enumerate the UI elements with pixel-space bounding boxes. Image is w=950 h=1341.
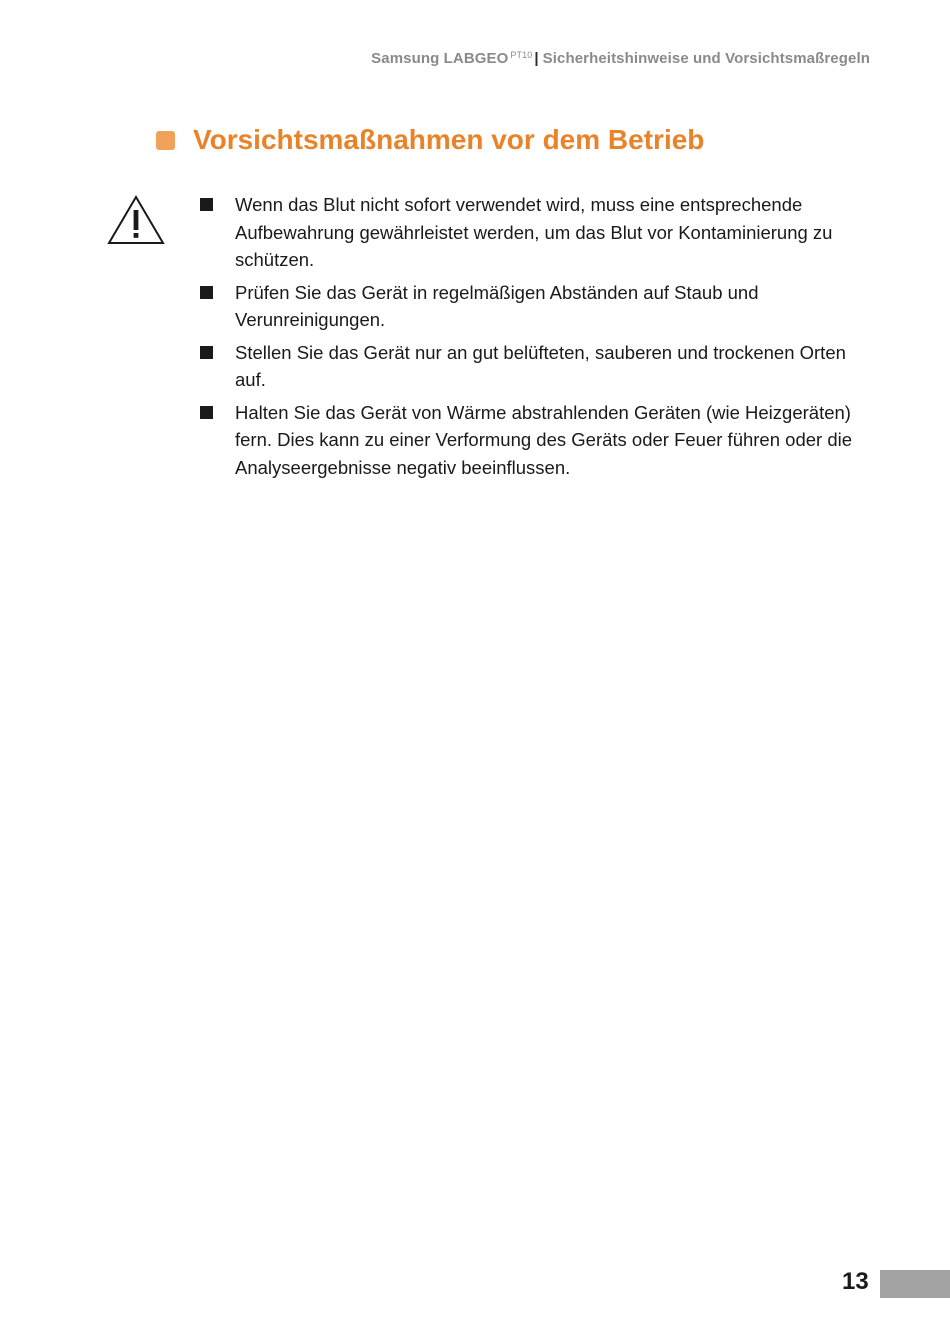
list-item-text: Wenn das Blut nicht sofort verwendet wird, muss eine entsprechende Aufbewahrung gewährleistet werden, um das Blut vor Kontaminierung zu schützen. [235, 194, 833, 270]
list-item-text: Prüfen Sie das Gerät in regelmäßigen Abständen auf Staub und Verunreinigungen. [235, 281, 759, 330]
warning-triangle-icon [106, 194, 166, 246]
section-heading [156, 124, 704, 156]
bullet-square-icon [200, 346, 213, 359]
list-item [200, 339, 880, 394]
bullet-square-icon [200, 286, 213, 299]
running-header [371, 50, 870, 67]
precaution-list [200, 191, 880, 486]
list-item [200, 399, 880, 482]
list-item [200, 191, 880, 274]
bullet-square-icon [200, 198, 213, 211]
header-product: Samsung LABGEO [371, 50, 509, 67]
heading-square-icon [156, 131, 175, 150]
header-chapter: Sicherheitshinweise und Vorsichtsmaßregeln [542, 50, 870, 67]
bullet-square-icon [200, 406, 213, 419]
page-tab [880, 1270, 950, 1298]
header-separator: | [534, 50, 539, 67]
list-item-text: Halten Sie das Gerät von Wärme abstrahlenden Geräten (wie Heizgeräten) fern. Dies kann zu einer Verformung des Geräts oder Feuer führen oder die Analyseergebnisse negativ beeinflussen. [235, 401, 853, 478]
page-number: 13 [842, 1268, 869, 1295]
header-model-superscript: PT10 [510, 50, 533, 60]
section-title: Vorsichtsmaßnahmen vor dem Betrieb [193, 124, 705, 155]
list-item-text: Stellen Sie das Gerät nur an gut belüfteten, sauberen und trockenen Orten auf. [235, 341, 846, 390]
list-item [200, 279, 880, 334]
